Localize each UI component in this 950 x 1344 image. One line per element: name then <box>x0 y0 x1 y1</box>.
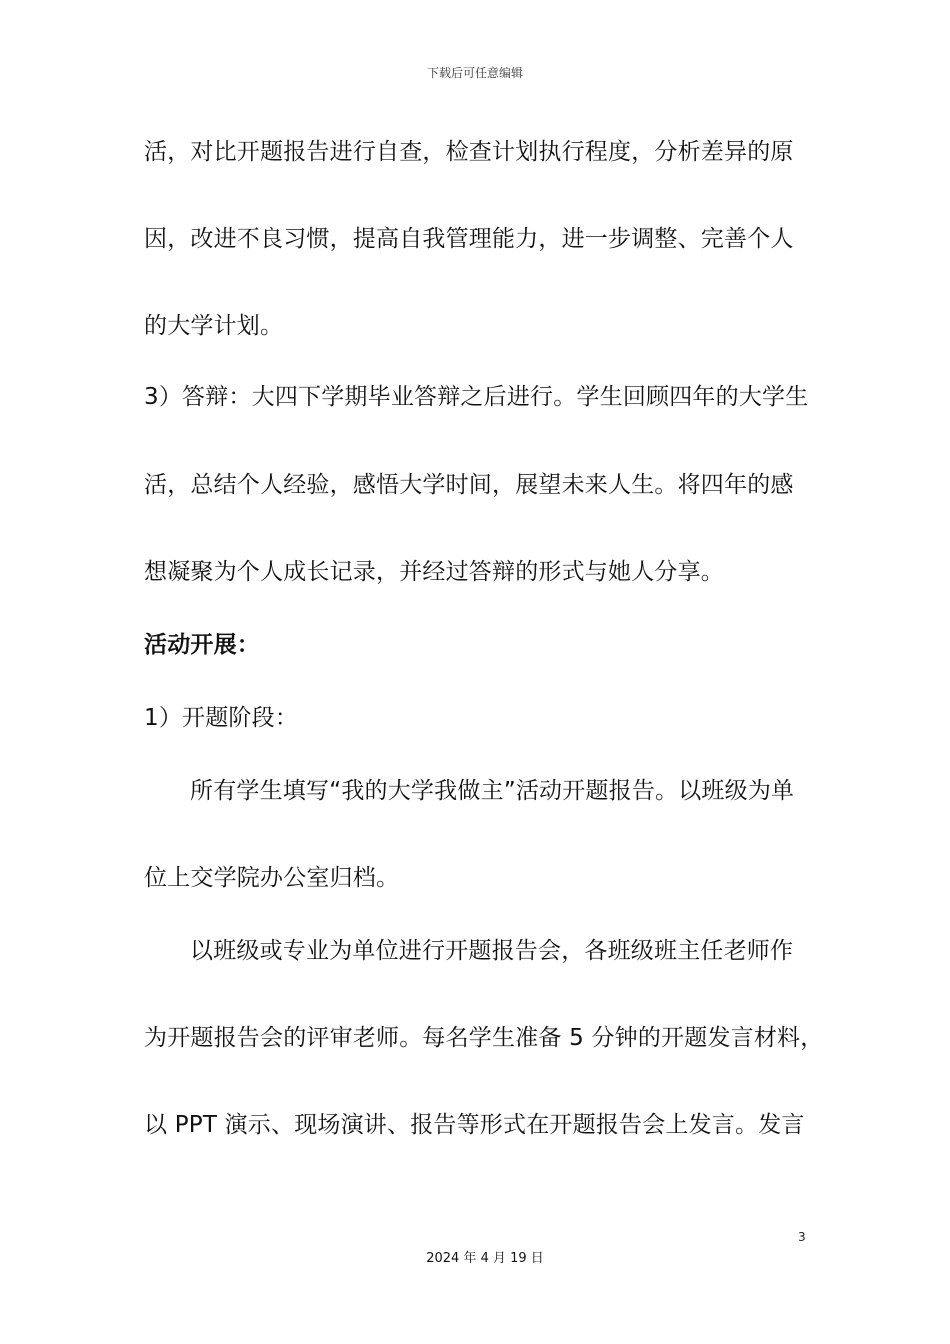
page-number: 3 <box>798 1230 806 1244</box>
page-header: 下载后可任意编辑 <box>426 66 523 80</box>
body-line: 的大学计划。 <box>144 313 284 339</box>
subsection-heading: 1）开题阶段： <box>144 705 299 731</box>
footer-date: 2024 年 4 月 19 日 <box>426 1251 544 1266</box>
body-line: 因，改进不良习惯，提高自我管理能力，进一步调整、完善个人 <box>144 226 794 252</box>
body-line: 想凝聚为个人成长记录，并经过答辩的形式与她人分享。 <box>144 559 724 585</box>
body-line: 为开题报告会的评审老师。每名学生准备 5 分钟的开题发言材料， <box>144 1025 824 1051</box>
body-line: 位上交学院办公室归档。 <box>144 865 400 891</box>
body-line: 所有学生填写“我的大学我做主”活动开题报告。以班级为单 <box>190 778 795 804</box>
body-line: 3）答辩：大四下学期毕业答辩之后进行。学生回顾四年的大学生 <box>144 384 809 410</box>
body-line: 活，对比开题报告进行自查，检查计划执行程度，分析差异的原 <box>144 139 794 165</box>
section-heading: 活动开展： <box>144 632 260 658</box>
body-line: 活，总结个人经验，感悟大学时间，展望未来人生。将四年的感 <box>144 472 794 498</box>
body-line: 以班级或专业为单位进行开题报告会，各班级班主任老师作 <box>190 938 794 964</box>
body-line: 以 PPT 演示、现场演讲、报告等形式在开题报告会上发言。发言 <box>144 1112 805 1138</box>
